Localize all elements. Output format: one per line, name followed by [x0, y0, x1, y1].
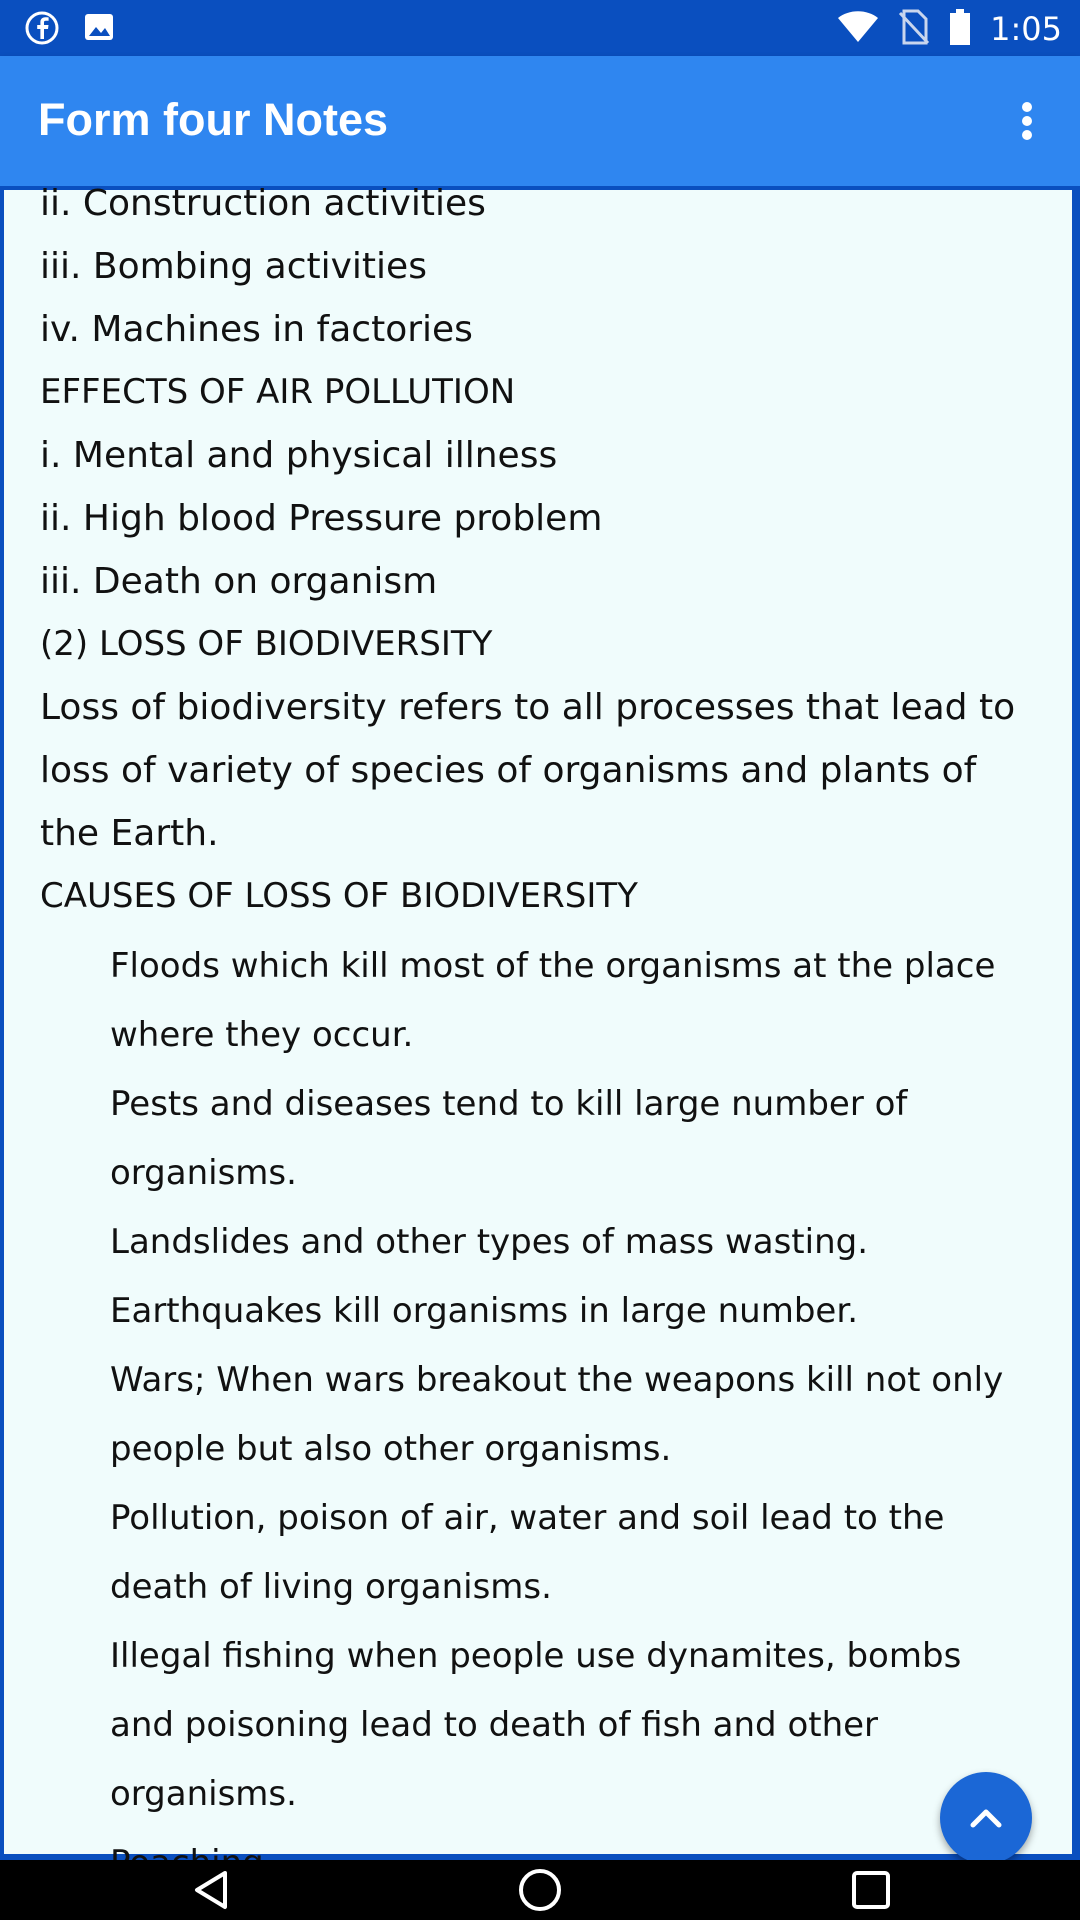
paragraph: Loss of biodiversity refers to all processes that lead to loss of variety of species of organisms and plants of the Earth.	[40, 687, 1016, 854]
list-item: iv. Machines in factories	[40, 309, 473, 350]
wifi-icon	[836, 10, 880, 48]
back-button[interactable]	[186, 1868, 236, 1912]
list-item: Illegal fishing when people use dynamites, bombs and poisoning lead to death of fish and other organisms.	[110, 1636, 962, 1814]
list-item: i. Mental and physical illness	[40, 435, 558, 476]
recents-button[interactable]	[846, 1868, 896, 1912]
more-vert-icon	[1021, 101, 1033, 141]
status-time: 1:05	[990, 10, 1062, 48]
list-item: ii. High blood Pressure problem	[40, 498, 603, 539]
app-bar	[0, 56, 1080, 186]
content-frame	[0, 183, 1080, 1860]
back-icon	[189, 1868, 233, 1912]
list-item: Wars; When wars breakout the weapons kill not only people but also other organisms.	[110, 1360, 1004, 1469]
scroll-to-top-button[interactable]	[940, 1772, 1032, 1864]
home-icon	[517, 1867, 563, 1913]
list-item: Landslides and other types of mass wasting.	[110, 1222, 869, 1262]
causes-list	[40, 932, 1040, 1898]
facebook-icon	[24, 10, 60, 50]
image-icon	[82, 10, 116, 50]
recents-icon	[850, 1869, 892, 1911]
navigation-bar	[0, 1860, 1080, 1920]
home-button[interactable]	[515, 1868, 565, 1912]
list-item: iii. Death on organism	[40, 561, 438, 602]
status-bar	[0, 0, 1080, 56]
notes-text	[40, 172, 1040, 1898]
notes-webview[interactable]	[4, 183, 1072, 1854]
list-item: ii. Construction activities	[40, 183, 486, 224]
chevron-up-icon	[968, 1806, 1004, 1830]
app-title: Form four Notes	[38, 94, 389, 145]
section-heading: EFFECTS OF AIR POLLUTION	[40, 372, 516, 412]
list-item: Pollution, poison of air, water and soil lead to the death of living organisms.	[110, 1498, 945, 1607]
list-item: Floods which kill most of the organisms at the place where they occur.	[110, 946, 996, 1055]
list-item: Pests and diseases tend to kill large number of organisms.	[110, 1084, 908, 1193]
section-heading: (2) LOSS OF BIODIVERSITY	[40, 624, 493, 664]
list-item: iii. Bombing activities	[40, 246, 427, 287]
overflow-menu-button[interactable]	[992, 86, 1062, 156]
no-sim-icon	[898, 9, 930, 49]
battery-icon	[948, 8, 972, 50]
section-heading: CAUSES OF LOSS OF BIODIVERSITY	[40, 876, 638, 916]
list-item: Earthquakes kill organisms in large number.	[110, 1291, 858, 1331]
